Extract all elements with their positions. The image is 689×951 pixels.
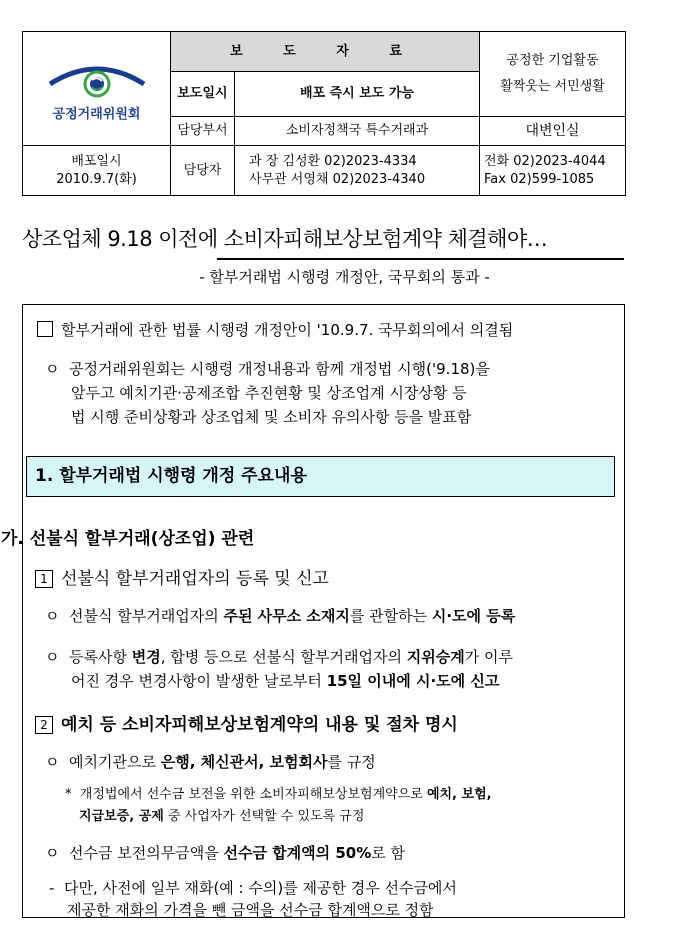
item-1-b2-mid: , 합병 등으로 선불식 할부거래업자의 [160, 648, 407, 666]
header-table [22, 31, 626, 196]
item-2-note2-bold: 지급보증, 공제 [79, 809, 164, 824]
item-2-b2-bold: 선수금 합계액의 50% [223, 844, 372, 862]
intro-sub-text-1: 공정거래위원회는 시행령 개정내용과 함께 개정법 시행('9.18)을 [69, 360, 490, 378]
contact-line-1: 과 장 김성환 02)2023-4334 [249, 153, 417, 169]
item-1-heading [35, 564, 329, 589]
item-1-b1-pre: 선불식 할부거래업자의 [69, 607, 224, 625]
item-2-b1-post: 를 규정 [327, 753, 376, 771]
intro-sub-line-1 [45, 358, 490, 379]
slogan-line-1: 공정한 기업활동 [506, 53, 599, 68]
contact-label: 담당자 [171, 146, 235, 196]
item-1-b1-bold-2: 시·도에 등록 [431, 607, 516, 625]
item-2-note1-bold: 예치, 보험, [426, 787, 492, 802]
subtitle: - 할부거래법 시행령 개정안, 국무회의 통과 - [199, 268, 490, 286]
section-1-heading: 1. 할부거래법 시행령 개정 주요내용 [26, 456, 615, 497]
item-2-note2-post: 중 사업자가 선택할 수 있도록 규정 [163, 809, 365, 824]
item-2-note-2 [79, 805, 364, 824]
item-1-b2-pre: 등록사항 [69, 648, 132, 666]
item-2-dash1-text: 다만, 사전에 일부 재화(예 : 수의)를 제공한 경우 선수금에서 [63, 879, 457, 897]
slogan-line-2: 활짝웃는 서민생활 [500, 79, 605, 94]
intro-sub-line-3: 법 시행 준비상황과 상조업체 및 소비자 유의사항 등을 발표함 [71, 408, 472, 426]
headline: 상조업체 9.18 이전에 소비자피해보상보험계약 체결해야… [22, 227, 548, 251]
item-2-title: 예치 등 소비자피해보상보험계약의 내용 및 절차 명시 [61, 715, 458, 735]
circle-bullet: ㅇ [45, 607, 60, 625]
item-2-b1-bold: 은행, 체신관서, 보험회사 [160, 753, 328, 771]
intro-sub-line-2: 앞두고 예치기관·공제조합 추진현황 및 상조업계 시장상황 등 [71, 384, 467, 402]
agency-name: 공정거래위원회 [52, 106, 141, 122]
item-2-dash-2: 제공한 재화의 가격을 뺀 금액을 선수금 합계액으로 정함 [67, 901, 434, 919]
contact-cell [235, 146, 480, 196]
circle-bullet: ㅇ [45, 648, 60, 666]
dept-label: 담당부서 [171, 117, 235, 146]
document-title: 보 도 자 료 [171, 32, 480, 72]
item-1-b1-mid: 를 관할하는 [349, 607, 432, 625]
asterisk-mark: * [65, 787, 72, 802]
item-2-dash-1 [49, 877, 457, 898]
item-2-bullet-1 [45, 751, 376, 772]
item-1-b1-bold-1: 주된 사무소 소재지 [223, 607, 350, 625]
item-1-title: 선불식 할부거래업자의 등록 및 신고 [61, 569, 329, 589]
contact-line-2: 사무관 서영채 02)2023-4340 [249, 171, 426, 187]
logo-cell [23, 32, 171, 146]
circle-bullet: ㅇ [45, 753, 60, 771]
release-value: 배포 즉시 보도 가능 [235, 72, 480, 117]
date-cell [23, 146, 171, 196]
date-label: 배포일시 [71, 153, 122, 169]
item-1-b2-line2-pre: 어진 경우 변경사항이 발생한 날로부터 [71, 672, 327, 690]
headline-underline [217, 258, 624, 260]
item-1-b2-bold-2: 지위승계 [406, 648, 465, 666]
item-2-number: 2 [35, 716, 53, 734]
item-2-b2-pre: 선수금 보전의무금액을 [69, 844, 224, 862]
circle-bullet: ㅇ [45, 360, 60, 378]
intro-line [37, 319, 513, 340]
item-2-b1-pre: 예치기관으로 [69, 753, 161, 771]
dash-mark: - [49, 879, 55, 897]
item-1-b2-post: 가 이루 [464, 648, 513, 666]
item-1-b2-bold-1: 변경 [131, 648, 161, 666]
phone-fax-cell [480, 146, 626, 196]
item-1-bullet-1 [45, 605, 515, 626]
circle-bullet: ㅇ [45, 844, 60, 862]
item-1-b2-line2-bold: 15일 이내에 시·도에 신고 [326, 672, 500, 690]
item-2-bullet-2 [45, 842, 405, 863]
sub-a-heading: 가. 선불식 할부거래(상조업) 관련 [1, 529, 255, 549]
phone: 전화 02)2023-4044 [484, 153, 606, 169]
item-2-note-1 [65, 783, 492, 802]
item-2-note1-pre: 개정법에서 선수금 보전을 위한 소비자피해보상보험계약으로 [79, 787, 427, 802]
item-2-heading [35, 710, 458, 735]
intro-text: 할부거래에 관한 법률 시행령 개정안이 '10.9.7. 국무회의에서 의결됨 [61, 321, 514, 339]
date-value: 2010.9.7(화) [56, 171, 137, 187]
ftc-logo-icon [42, 54, 152, 102]
item-1-bullet-2 [45, 646, 513, 667]
body-box [1, 304, 625, 919]
item-2-b2-post: 로 함 [371, 844, 406, 862]
dept-value: 소비자정책국 특수거래과 [235, 117, 480, 146]
spokesperson-label: 대변인실 [480, 117, 626, 146]
item-1-bullet-2-cont [71, 670, 499, 691]
slogan-cell [480, 32, 626, 117]
item-1-number: 1 [35, 570, 53, 588]
fax: Fax 02)599-1085 [484, 171, 595, 187]
release-label: 보도일시 [171, 72, 235, 117]
checkbox-square-icon [37, 321, 53, 337]
